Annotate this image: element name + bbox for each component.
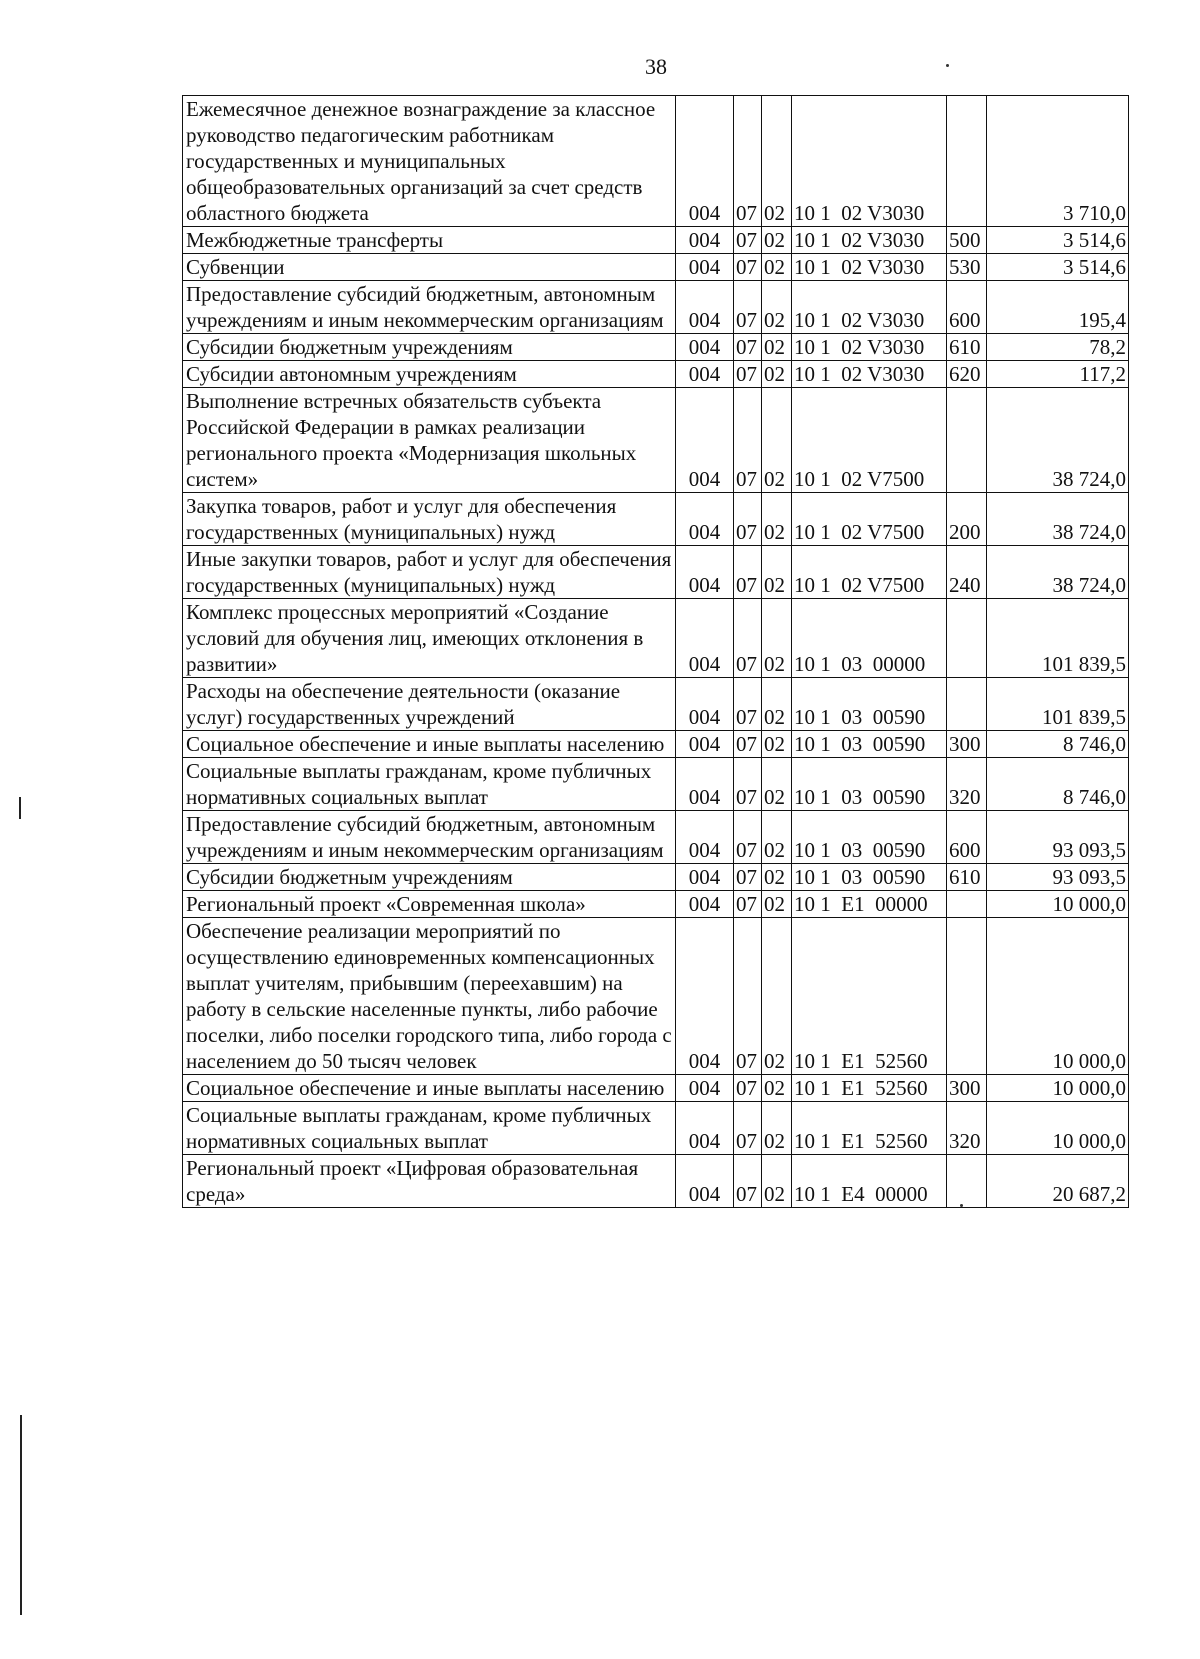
row-target-article: 10 1 02 V7500 xyxy=(792,388,947,493)
row-amount: 38 724,0 xyxy=(987,546,1129,599)
row-gr-code: 004 xyxy=(676,731,734,758)
table-row xyxy=(183,254,1129,281)
row-target-article: 10 1 02 V3030 xyxy=(792,227,947,254)
table-row xyxy=(183,1155,1129,1208)
row-section-code: 07 xyxy=(734,254,762,281)
row-expense-type xyxy=(947,388,987,493)
row-amount: 10 000,0 xyxy=(987,1102,1129,1155)
row-amount: 38 724,0 xyxy=(987,388,1129,493)
row-name: Субвенции xyxy=(183,254,676,281)
row-target-article: 10 1 02 V3030 xyxy=(792,361,947,388)
row-amount: 101 839,5 xyxy=(987,599,1129,678)
row-amount: 3 710,0 xyxy=(987,96,1129,227)
row-target-article: 10 1 03 00590 xyxy=(792,731,947,758)
row-amount: 195,4 xyxy=(987,281,1129,334)
row-gr-code: 004 xyxy=(676,388,734,493)
row-expense-type: 600 xyxy=(947,281,987,334)
row-amount: 93 093,5 xyxy=(987,811,1129,864)
row-amount: 3 514,6 xyxy=(987,254,1129,281)
row-gr-code: 004 xyxy=(676,891,734,918)
scan-edge-tick xyxy=(19,797,21,819)
row-subsection-code: 02 xyxy=(762,493,792,546)
row-subsection-code: 02 xyxy=(762,334,792,361)
row-expense-type: 300 xyxy=(947,1075,987,1102)
row-target-article: 10 1 03 00590 xyxy=(792,678,947,731)
row-name: Субсидии бюджетным учреждениям xyxy=(183,864,676,891)
row-target-article: 10 1 E1 52560 xyxy=(792,918,947,1075)
row-name: Иные закупки товаров, работ и услуг для обеспечения государственных (муниципальных) нужд xyxy=(183,546,676,599)
row-expense-type xyxy=(947,678,987,731)
row-gr-code: 004 xyxy=(676,678,734,731)
table-row xyxy=(183,918,1129,1075)
row-name: Комплекс процессных мероприятий «Создание условий для обучения лиц, имеющих отклонения в развитии» xyxy=(183,599,676,678)
row-section-code: 07 xyxy=(734,546,762,599)
row-target-article: 10 1 02 V7500 xyxy=(792,493,947,546)
table-row xyxy=(183,227,1129,254)
row-section-code: 07 xyxy=(734,1102,762,1155)
page-number: 38 xyxy=(645,54,667,79)
row-expense-type: 600 xyxy=(947,811,987,864)
row-expense-type xyxy=(947,891,987,918)
row-gr-code: 004 xyxy=(676,599,734,678)
row-target-article: 10 1 E1 00000 xyxy=(792,891,947,918)
row-subsection-code: 02 xyxy=(762,758,792,811)
row-name: Предоставление субсидий бюджетным, автономным учреждениям и иным некоммерческим организациям xyxy=(183,281,676,334)
row-gr-code: 004 xyxy=(676,758,734,811)
table-row xyxy=(183,599,1129,678)
row-subsection-code: 02 xyxy=(762,281,792,334)
row-amount: 8 746,0 xyxy=(987,731,1129,758)
row-subsection-code: 02 xyxy=(762,254,792,281)
row-target-article: 10 1 E4 00000 xyxy=(792,1155,947,1208)
row-subsection-code: 02 xyxy=(762,546,792,599)
row-section-code: 07 xyxy=(734,1075,762,1102)
row-target-article: 10 1 E1 52560 xyxy=(792,1075,947,1102)
row-section-code: 07 xyxy=(734,96,762,227)
row-target-article: 10 1 02 V3030 xyxy=(792,254,947,281)
table-row xyxy=(183,281,1129,334)
row-subsection-code: 02 xyxy=(762,96,792,227)
row-target-article: 10 1 E1 52560 xyxy=(792,1102,947,1155)
row-subsection-code: 02 xyxy=(762,1075,792,1102)
row-subsection-code: 02 xyxy=(762,388,792,493)
row-expense-type: 320 xyxy=(947,758,987,811)
budget-table-body xyxy=(183,96,1129,1208)
row-section-code: 07 xyxy=(734,281,762,334)
row-amount: 10 000,0 xyxy=(987,891,1129,918)
row-expense-type: 610 xyxy=(947,864,987,891)
table-row xyxy=(183,811,1129,864)
row-subsection-code: 02 xyxy=(762,1102,792,1155)
row-expense-type: 300 xyxy=(947,731,987,758)
row-name: Социальные выплаты гражданам, кроме публичных нормативных социальных выплат xyxy=(183,758,676,811)
row-gr-code: 004 xyxy=(676,227,734,254)
row-gr-code: 004 xyxy=(676,1075,734,1102)
row-amount: 3 514,6 xyxy=(987,227,1129,254)
row-name: Социальные выплаты гражданам, кроме публичных нормативных социальных выплат xyxy=(183,1102,676,1155)
row-target-article: 10 1 02 V3030 xyxy=(792,334,947,361)
table-row xyxy=(183,361,1129,388)
table-row xyxy=(183,678,1129,731)
row-name: Межбюджетные трансферты xyxy=(183,227,676,254)
row-subsection-code: 02 xyxy=(762,361,792,388)
row-amount: 78,2 xyxy=(987,334,1129,361)
row-target-article: 10 1 03 00000 xyxy=(792,599,947,678)
row-section-code: 07 xyxy=(734,334,762,361)
row-gr-code: 004 xyxy=(676,1155,734,1208)
row-name: Обеспечение реализации мероприятий по осуществлению единовременных компенсационных выплат учителям, прибывшим (переехавшим) на работу в сельские населенные пункты, либо рабочие поселки, либо поселки городского типа, либо города с населением до 50 тысяч человек xyxy=(183,918,676,1075)
row-section-code: 07 xyxy=(734,811,762,864)
row-name: Выполнение встречных обязательств субъекта Российской Федерации в рамках реализации регионального проекта «Модернизация школьных систем» xyxy=(183,388,676,493)
row-gr-code: 004 xyxy=(676,281,734,334)
row-gr-code: 004 xyxy=(676,493,734,546)
table-row xyxy=(183,546,1129,599)
row-section-code: 07 xyxy=(734,891,762,918)
row-expense-type: 610 xyxy=(947,334,987,361)
row-expense-type xyxy=(947,96,987,227)
row-target-article: 10 1 03 00590 xyxy=(792,758,947,811)
row-section-code: 07 xyxy=(734,599,762,678)
row-gr-code: 004 xyxy=(676,254,734,281)
row-subsection-code: 02 xyxy=(762,599,792,678)
row-expense-type xyxy=(947,1155,987,1208)
row-amount: 101 839,5 xyxy=(987,678,1129,731)
row-amount: 10 000,0 xyxy=(987,918,1129,1075)
table-row xyxy=(183,96,1129,227)
row-name: Социальное обеспечение и иные выплаты населению xyxy=(183,731,676,758)
row-expense-type: 240 xyxy=(947,546,987,599)
row-target-article: 10 1 02 V7500 xyxy=(792,546,947,599)
row-gr-code: 004 xyxy=(676,96,734,227)
row-subsection-code: 02 xyxy=(762,227,792,254)
table-row xyxy=(183,1075,1129,1102)
row-name: Субсидии бюджетным учреждениям xyxy=(183,334,676,361)
row-subsection-code: 02 xyxy=(762,918,792,1075)
row-section-code: 07 xyxy=(734,758,762,811)
row-section-code: 07 xyxy=(734,864,762,891)
row-target-article: 10 1 03 00590 xyxy=(792,864,947,891)
row-expense-type: 620 xyxy=(947,361,987,388)
row-name: Предоставление субсидий бюджетным, автономным учреждениям и иным некоммерческим организациям xyxy=(183,811,676,864)
table-row xyxy=(183,891,1129,918)
table-row xyxy=(183,493,1129,546)
row-amount: 20 687,2 xyxy=(987,1155,1129,1208)
row-subsection-code: 02 xyxy=(762,678,792,731)
table-row xyxy=(183,731,1129,758)
row-expense-type: 530 xyxy=(947,254,987,281)
row-expense-type: 500 xyxy=(947,227,987,254)
row-name: Расходы на обеспечение деятельности (оказание услуг) государственных учреждений xyxy=(183,678,676,731)
row-section-code: 07 xyxy=(734,731,762,758)
table-row xyxy=(183,758,1129,811)
row-name: Ежемесячное денежное вознаграждение за классное руководство педагогическим работникам государственных и муниципальных общеобразовательных организаций за счет средств областного бюджета xyxy=(183,96,676,227)
table-row xyxy=(183,334,1129,361)
row-section-code: 07 xyxy=(734,388,762,493)
row-section-code: 07 xyxy=(734,918,762,1075)
row-amount: 38 724,0 xyxy=(987,493,1129,546)
row-gr-code: 004 xyxy=(676,546,734,599)
row-target-article: 10 1 02 V3030 xyxy=(792,281,947,334)
row-gr-code: 004 xyxy=(676,811,734,864)
row-subsection-code: 02 xyxy=(762,864,792,891)
row-amount: 117,2 xyxy=(987,361,1129,388)
row-gr-code: 004 xyxy=(676,1102,734,1155)
row-subsection-code: 02 xyxy=(762,731,792,758)
row-subsection-code: 02 xyxy=(762,891,792,918)
row-target-article: 10 1 03 00590 xyxy=(792,811,947,864)
table-row xyxy=(183,1102,1129,1155)
row-expense-type xyxy=(947,918,987,1075)
row-target-article: 10 1 02 V3030 xyxy=(792,96,947,227)
row-expense-type: 200 xyxy=(947,493,987,546)
row-section-code: 07 xyxy=(734,678,762,731)
table-row xyxy=(183,864,1129,891)
row-section-code: 07 xyxy=(734,1155,762,1208)
row-section-code: 07 xyxy=(734,361,762,388)
row-subsection-code: 02 xyxy=(762,1155,792,1208)
row-gr-code: 004 xyxy=(676,864,734,891)
table-row xyxy=(183,388,1129,493)
row-amount: 93 093,5 xyxy=(987,864,1129,891)
row-name: Закупка товаров, работ и услуг для обеспечения государственных (муниципальных) нужд xyxy=(183,493,676,546)
row-section-code: 07 xyxy=(734,227,762,254)
row-section-code: 07 xyxy=(734,493,762,546)
budget-table xyxy=(182,95,1129,1208)
row-gr-code: 004 xyxy=(676,361,734,388)
row-gr-code: 004 xyxy=(676,334,734,361)
row-subsection-code: 02 xyxy=(762,811,792,864)
scan-speck xyxy=(946,64,949,67)
row-name: Региональный проект «Цифровая образовательная среда» xyxy=(183,1155,676,1208)
row-name: Региональный проект «Современная школа» xyxy=(183,891,676,918)
row-gr-code: 004 xyxy=(676,918,734,1075)
row-name: Социальное обеспечение и иные выплаты населению xyxy=(183,1075,676,1102)
row-amount: 8 746,0 xyxy=(987,758,1129,811)
row-amount: 10 000,0 xyxy=(987,1075,1129,1102)
row-name: Субсидии автономным учреждениям xyxy=(183,361,676,388)
row-expense-type: 320 xyxy=(947,1102,987,1155)
row-expense-type xyxy=(947,599,987,678)
scan-edge-line xyxy=(20,1415,22,1615)
